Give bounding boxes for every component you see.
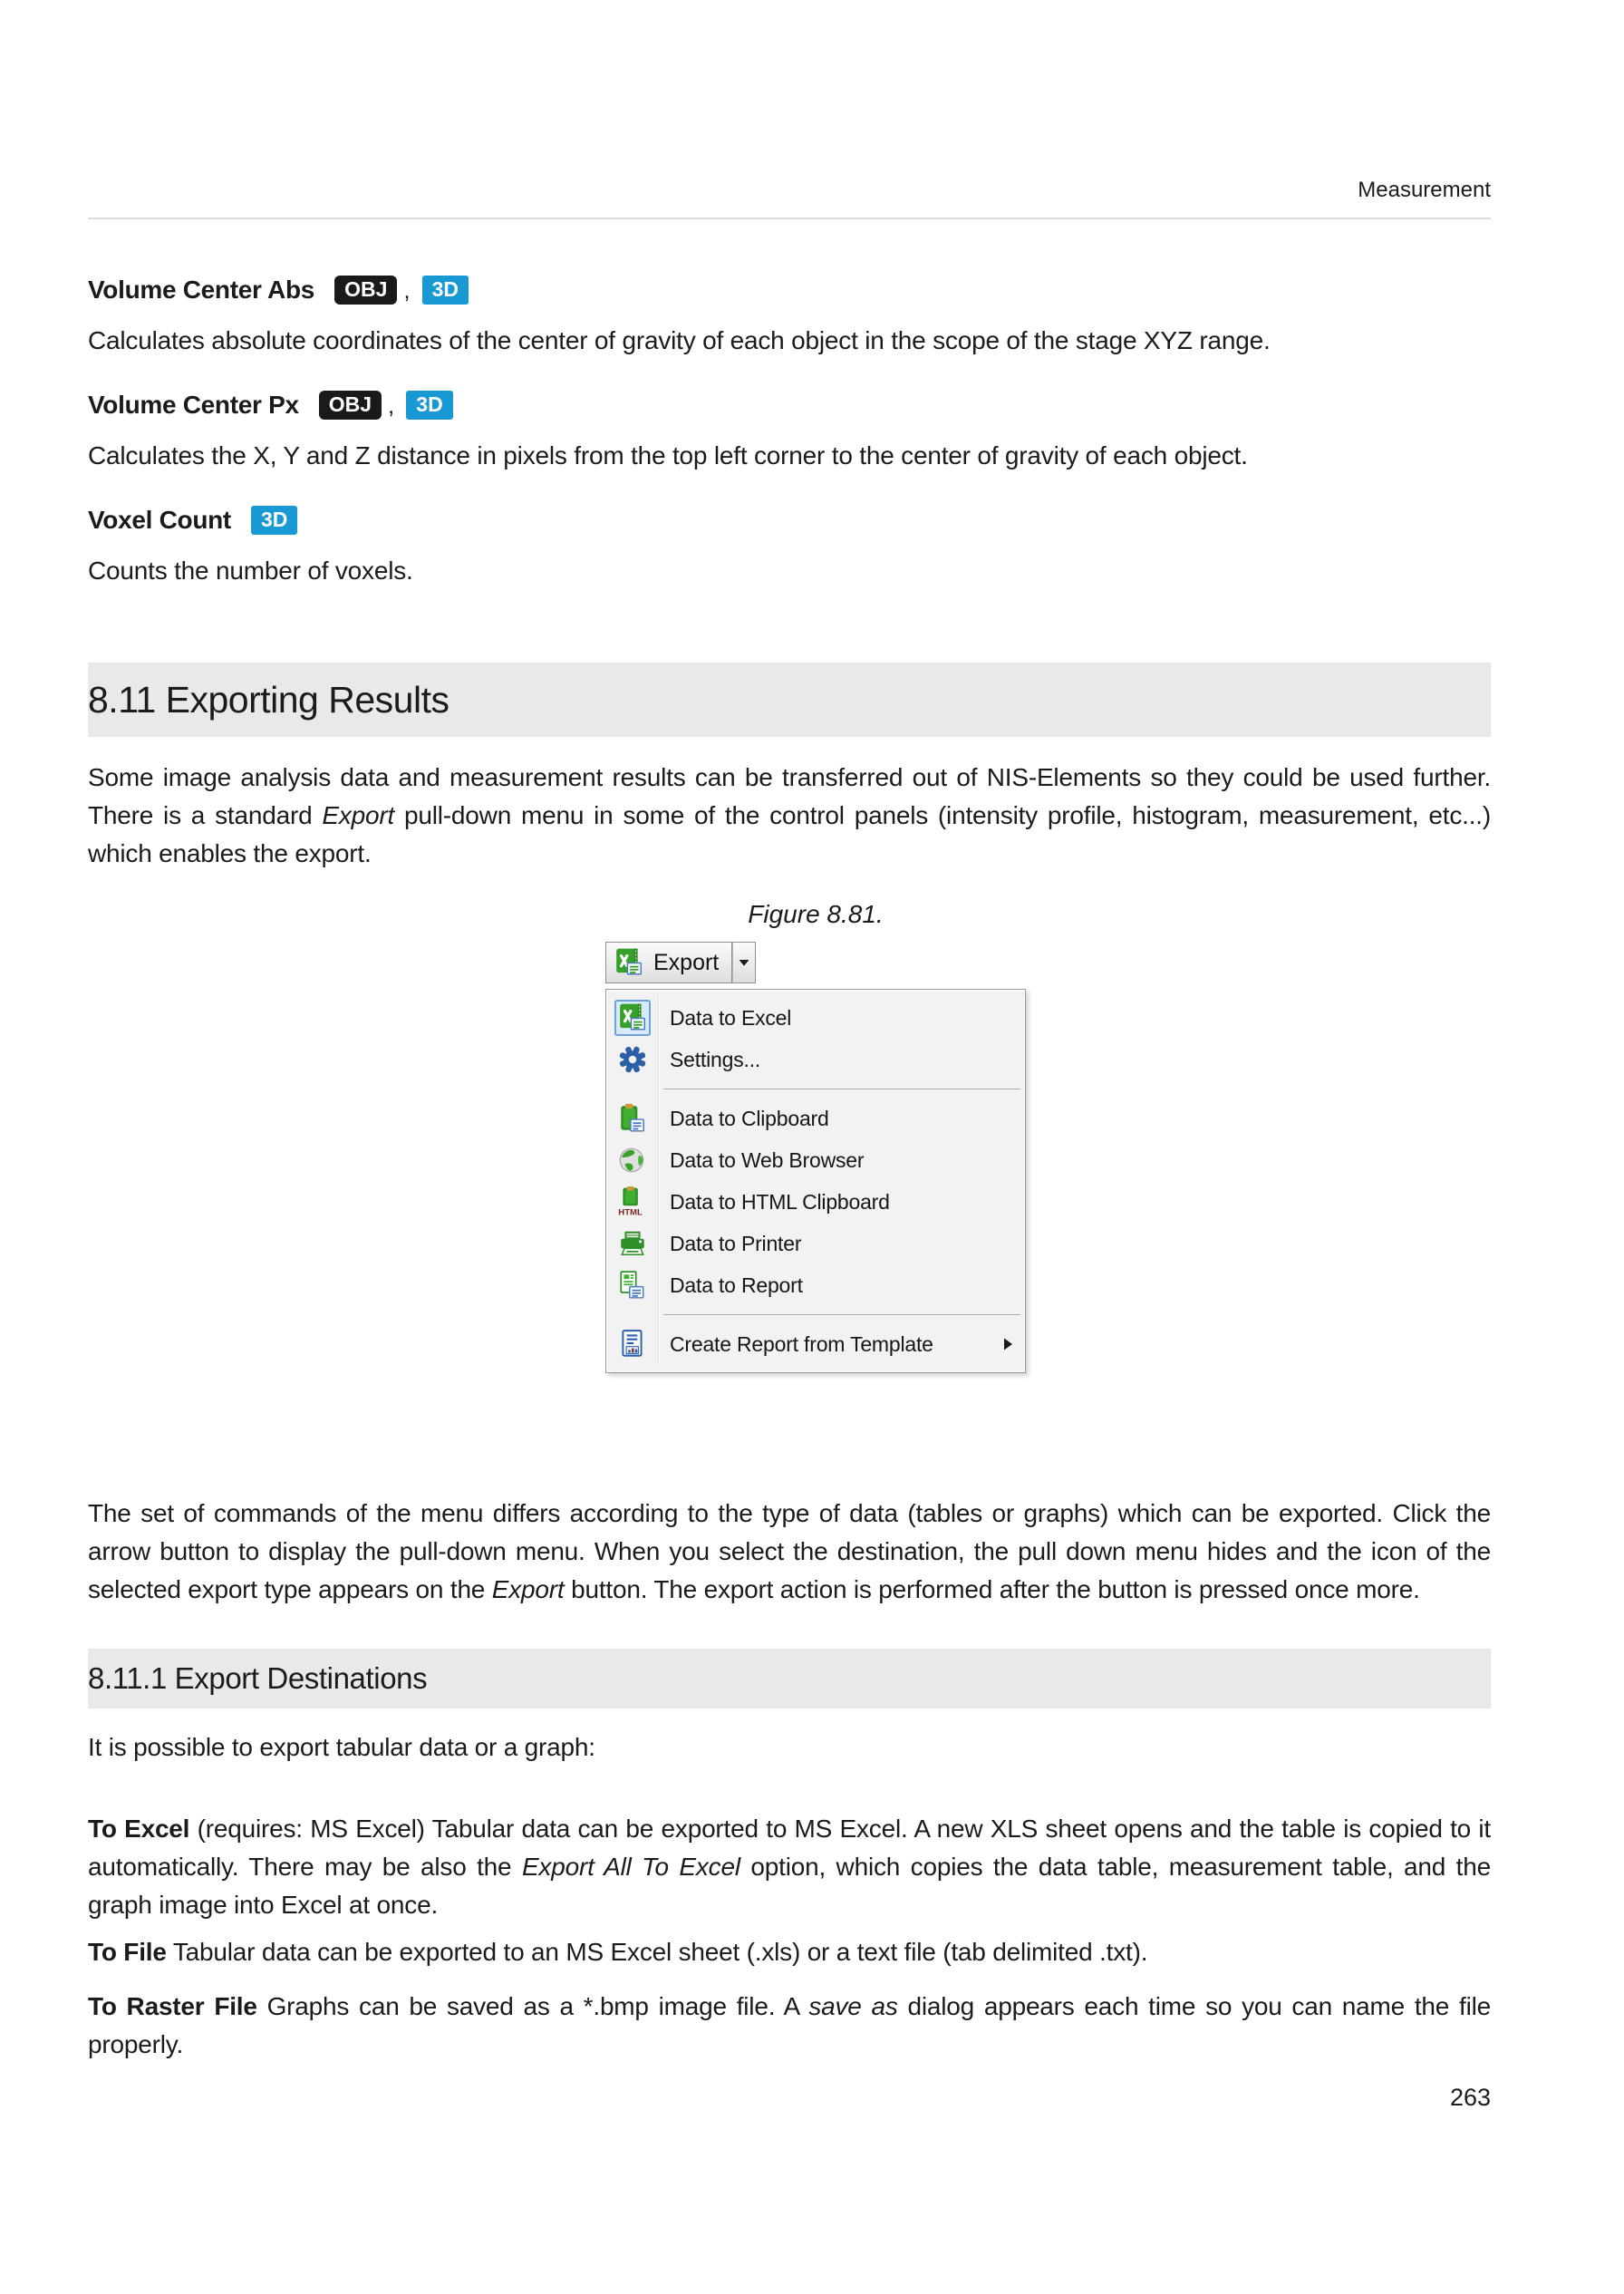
definition-list: [88, 276, 1491, 590]
badge-obj: OBJ: [319, 391, 382, 420]
report-template-icon: [614, 1326, 651, 1362]
badge-3d: 3D: [422, 276, 469, 305]
destination-paragraph-file: To File Tabular data can be exported to an MS Excel sheet (.xls) or a text file (tab delimited .txt).: [88, 1938, 1148, 1966]
badge-3d: 3D: [251, 506, 297, 535]
excel-icon: [614, 944, 644, 981]
subsection-heading-bar: [88, 1649, 1491, 1708]
destinations-intro: It is possible to export tabular data or a graph:: [88, 1733, 595, 1761]
definition-term-row: [88, 506, 1491, 535]
menu-item-data-to-excel[interactable]: [606, 997, 1025, 1039]
gear-icon: [614, 1041, 651, 1078]
web-browser-icon: [614, 1142, 651, 1178]
export-menu: [605, 989, 1026, 1373]
definition-term-row: [88, 276, 1491, 305]
header-divider: [88, 218, 1491, 219]
excel-icon: [614, 1000, 651, 1036]
destination-paragraph-excel: To Excel (requires: MS Excel) Tabular data can be exported to MS Excel. A new XLS sheet opens and the table is copied to it automatically. There may be also the Export All To Excel option, which copies the data table, measurement table, and the graph image into Excel at once.: [88, 1815, 1491, 1919]
clipboard-icon: [614, 1100, 651, 1137]
export-button-label: Export: [653, 949, 720, 975]
menu-item-label: Data to Excel: [670, 1005, 792, 1030]
menu-item-label: Data to Web Browser: [670, 1147, 865, 1172]
subsection-title: 8.11.1 Export Destinations: [88, 1661, 428, 1695]
page-number: 263: [1449, 2084, 1491, 2111]
manual-page: [88, 0, 1491, 2112]
menu-item-data-to-report[interactable]: [606, 1264, 1025, 1306]
section-intro-paragraph: Some image analysis data and measurement results can be transferred out of NIS-Elements so they could be used further. There is a standard Export pull-down menu in some of the control panels (intensity profile, histogram, measurement, etc...) which enables the export.: [88, 763, 1491, 867]
menu-item-label: Settings...: [670, 1047, 761, 1071]
menu-separator: [663, 1314, 1020, 1315]
export-button[interactable]: [605, 942, 732, 983]
menu-item-data-to-web-browser[interactable]: [606, 1139, 1025, 1181]
menu-item-label: Data to Clipboard: [670, 1106, 829, 1130]
menu-item-label: Create Report from Template: [670, 1331, 933, 1356]
definition-term: Volume Center Px: [88, 391, 299, 419]
definition-badges: [319, 391, 453, 420]
badge-separator: ,: [403, 276, 411, 304]
running-header: Measurement: [1358, 178, 1491, 202]
definition-badges: [251, 506, 297, 535]
svg-text:HTML: HTML: [618, 1207, 643, 1217]
html-clipboard-icon: [614, 1184, 651, 1220]
submenu-arrow-icon: [1002, 1336, 1014, 1352]
definition: [88, 276, 1491, 360]
destination-paragraph-raster: To Raster File Graphs can be saved as a *.bmp image file. A save as dialog appears each time so you can name the file properly.: [88, 1992, 1491, 2058]
definition: [88, 391, 1491, 475]
export-toolbar: [605, 942, 1026, 983]
menu-item-data-to-html-clipboard[interactable]: [606, 1181, 1025, 1223]
definition-description: Calculates absolute coordinates of the center of gravity of each object in the scope of the stage XYZ range.: [88, 326, 1271, 354]
menu-item-settings[interactable]: [606, 1039, 1025, 1080]
badge-obj: OBJ: [334, 276, 397, 305]
menu-item-data-to-printer[interactable]: [606, 1223, 1025, 1264]
caret-down-icon: [738, 958, 750, 967]
definition-description: Counts the number of voxels.: [88, 557, 413, 585]
report-icon: [614, 1267, 651, 1303]
badge-separator: ,: [388, 392, 395, 419]
section-title: 8.11 Exporting Results: [88, 678, 450, 721]
export-figure: [605, 942, 1026, 1373]
badge-3d: 3D: [406, 391, 452, 420]
menu-item-label: Data to Printer: [670, 1231, 802, 1255]
menu-item-create-report-from-template[interactable]: [606, 1323, 1025, 1365]
after-figure-paragraph: The set of commands of the menu differs according to the type of data (tables or graphs) which can be exported. Click the arrow button to display the pull-down menu. When you select the destination, the pull down menu hides and the icon of the selected export type appears on the Export button. The export action is performed after the button is pressed once more.: [88, 1499, 1491, 1603]
definition-term-row: [88, 391, 1491, 420]
figure-caption: Figure 8.81.: [748, 900, 884, 928]
printer-icon: [614, 1225, 651, 1262]
definition-badges: [334, 276, 469, 305]
definition-term: Volume Center Abs: [88, 276, 315, 304]
menu-item-label: Data to HTML Clipboard: [670, 1189, 890, 1214]
definition-term: Voxel Count: [88, 506, 231, 534]
menu-item-data-to-clipboard[interactable]: [606, 1098, 1025, 1139]
definition-description: Calculates the X, Y and Z distance in pixels from the top left corner to the center of gravity of each object.: [88, 441, 1248, 469]
export-dropdown-arrow-button[interactable]: [732, 942, 756, 983]
menu-item-label: Data to Report: [670, 1273, 803, 1297]
definition: [88, 506, 1491, 590]
section-heading-bar: [88, 663, 1491, 737]
